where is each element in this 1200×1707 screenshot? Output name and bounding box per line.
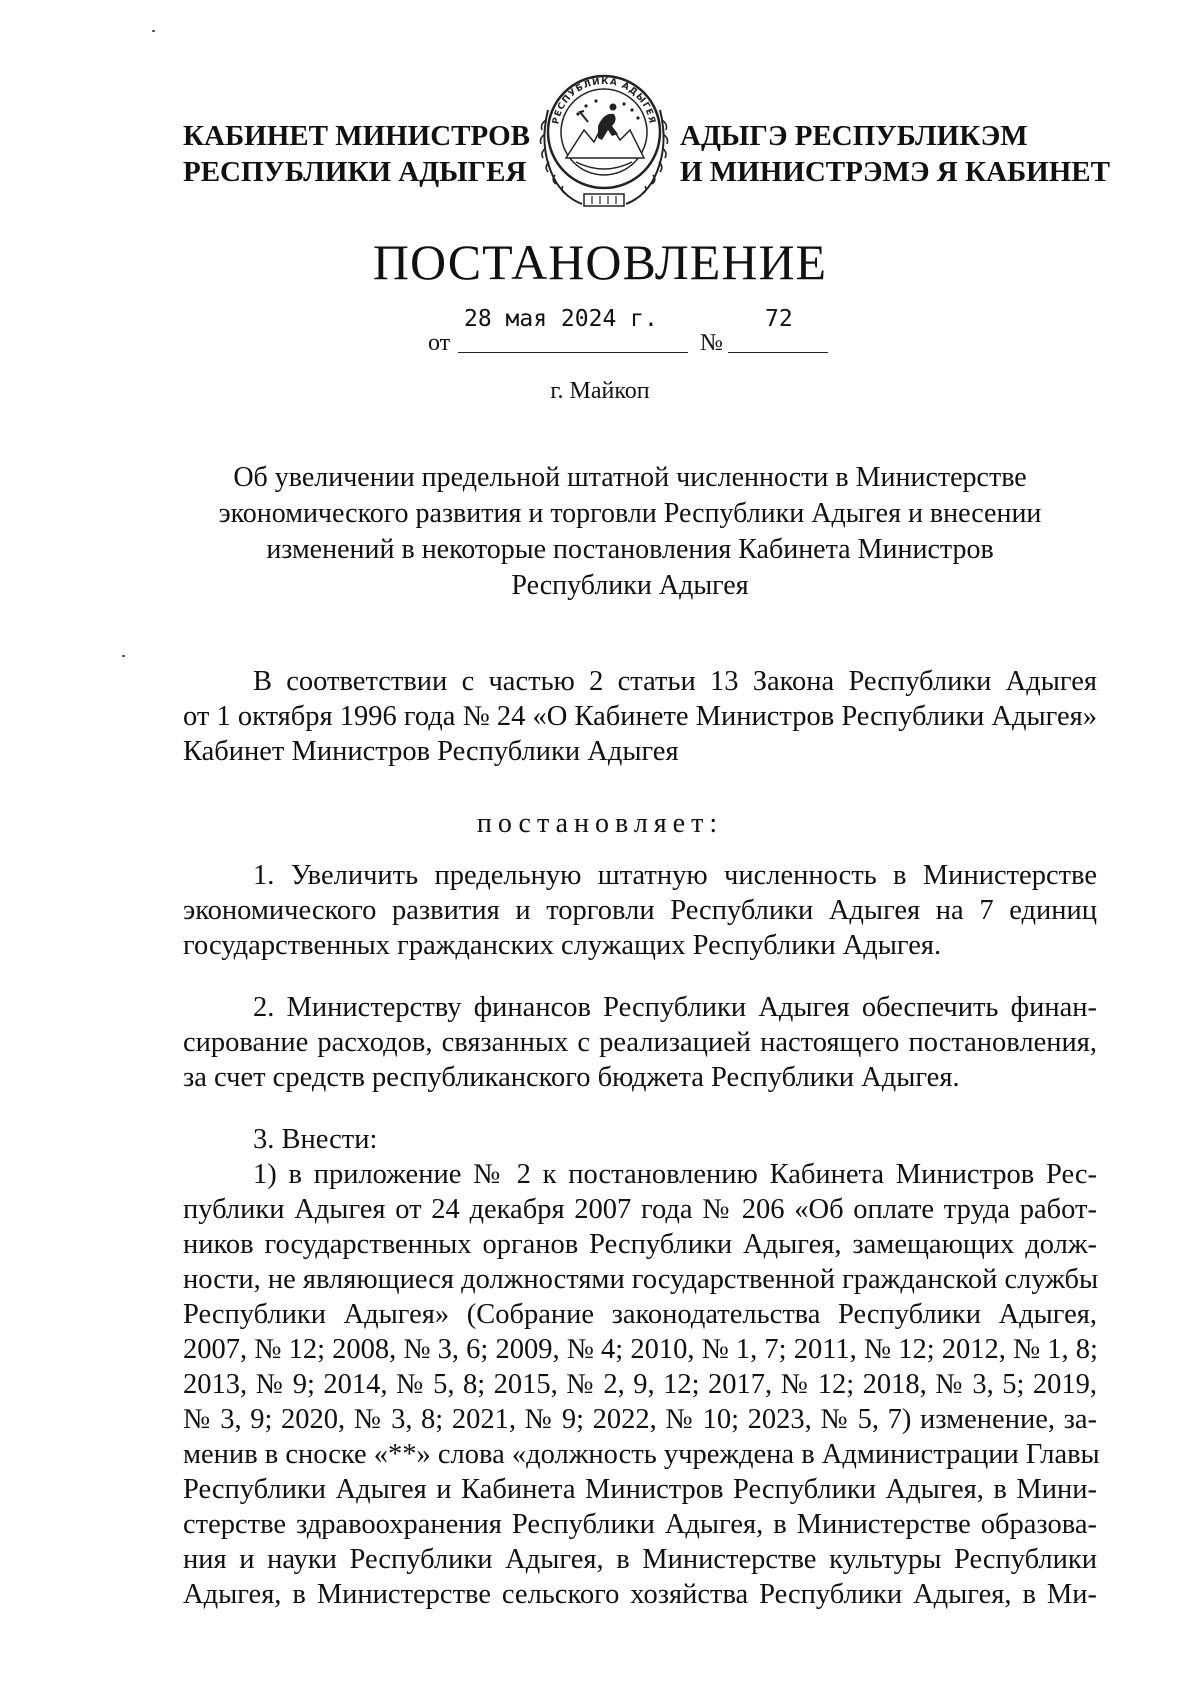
header-right-line: И МИНИСТРЭМЭ Я КАБИНЕТ — [680, 156, 1110, 188]
header-left — [183, 118, 530, 190]
item-line: публики Адыгея от 24 декабря 2007 года № 206 «Об оплате труда работ- — [183, 1194, 1097, 1225]
header-right-line: АДЫГЭ РЕСПУБЛИКЭМ — [680, 120, 1028, 152]
subject-line: Об увеличении предельной штатной численности в Министерстве — [233, 462, 1027, 493]
preamble — [183, 664, 1097, 769]
document-title: ПОСТАНОВЛЕНИЕ — [372, 234, 828, 290]
item-line: за счет средств республиканского бюджета Республики Адыгея. — [183, 1062, 960, 1093]
coat-of-arms-emblem — [536, 60, 672, 212]
subject-line: изменений в некоторые постановления Кабинета Министров — [266, 534, 994, 565]
city: г. Майкоп — [550, 378, 650, 404]
item-line: Республики Адыгея и Кабинета Министров Республики Адыгея, в Мини- — [183, 1474, 1097, 1505]
header-left-line: РЕСПУБЛИКИ АДЫГЕЯ — [183, 156, 527, 188]
svg-text:РЕСПУБЛИКА АДЫГЕЯ: РЕСПУБЛИКА АДЫГЕЯ — [551, 76, 657, 126]
date-prefix: от — [428, 330, 451, 356]
item-line: ности, не являющиеся должностями государственной гражданской службы — [183, 1264, 1099, 1295]
preamble-line: В соответствии с частью 2 статьи 13 Закона Республики Адыгея — [253, 666, 1097, 697]
item-line: 2013, № 9; 2014, № 5, 8; 2015, № 2, 9, 12; 2017, № 12; 2018, № 3, 5; 2019, — [183, 1369, 1097, 1400]
item-line: менив в сноске «**» слова «должность учреждена в Администрации Главы — [183, 1439, 1100, 1470]
header-left-line: КАБИНЕТ МИНИСТРОВ — [183, 120, 530, 152]
item-3-heading: 3. Внести: — [253, 1124, 378, 1155]
scan-speck — [122, 655, 125, 657]
item-line: 2007, № 12; 2008, № 3, 6; 2009, № 4; 2010, № 1, 7; 2011, № 12; 2012, № 1, 8; — [183, 1334, 1098, 1365]
number-prefix: № — [700, 330, 723, 356]
document-number: 72 — [765, 306, 793, 332]
subject-line: Республики Адыгея — [511, 570, 749, 601]
item-1 — [183, 858, 1097, 963]
decree-word: постановляет: — [476, 808, 724, 839]
header-right — [680, 118, 1110, 190]
item-line: 2. Министерству финансов Республики Адыгея обеспечить финан- — [253, 992, 1097, 1023]
item-line: экономического развития и торговли Республики Адыгея на 7 единиц — [183, 895, 1097, 926]
item-3 — [183, 1122, 1100, 1612]
date-underline — [458, 352, 688, 353]
item-line: ников государственных органов Республики Адыгея, замещающих долж- — [183, 1229, 1097, 1260]
item-line: 1. Увеличить предельную штатную численность в Министерстве — [253, 860, 1097, 891]
item-line: Республики Адыгея» (Собрание законодательства Республики Адыгея, — [183, 1299, 1097, 1330]
item-line: Адыгея, в Министерстве сельского хозяйства Республики Адыгея, в Ми- — [183, 1579, 1097, 1610]
item-line: 1) в приложение № 2 к постановлению Кабинета Министров Рес- — [253, 1159, 1097, 1190]
item-line: стерстве здравоохранения Республики Адыгея, в Министерстве образова- — [183, 1509, 1097, 1540]
item-line: государственных гражданских служащих Республики Адыгея. — [183, 930, 942, 961]
preamble-line: Кабинет Министров Республики Адыгея — [183, 736, 679, 767]
preamble-line: от 1 октября 1996 года № 24 «О Кабинете Министров Республики Адыгея» — [183, 701, 1097, 732]
subject-line: экономического развития и торговли Республики Адыгея и внесении — [218, 498, 1042, 529]
number-underline — [728, 352, 828, 353]
document-subject — [200, 460, 1060, 604]
item-line: сирование расходов, связанных с реализацией настоящего постановления, — [183, 1027, 1097, 1058]
document-date: 28 мая 2024 г. — [464, 306, 658, 332]
item-2 — [183, 990, 1097, 1095]
item-line: ния и науки Республики Адыгея, в Министерстве культуры Республики — [183, 1544, 1097, 1575]
scan-speck — [152, 30, 155, 32]
item-line: № 3, 9; 2020, № 3, 8; 2021, № 9; 2022, № 10; 2023, № 5, 7) изменение, за- — [183, 1404, 1097, 1435]
date-number-line — [0, 300, 1200, 360]
